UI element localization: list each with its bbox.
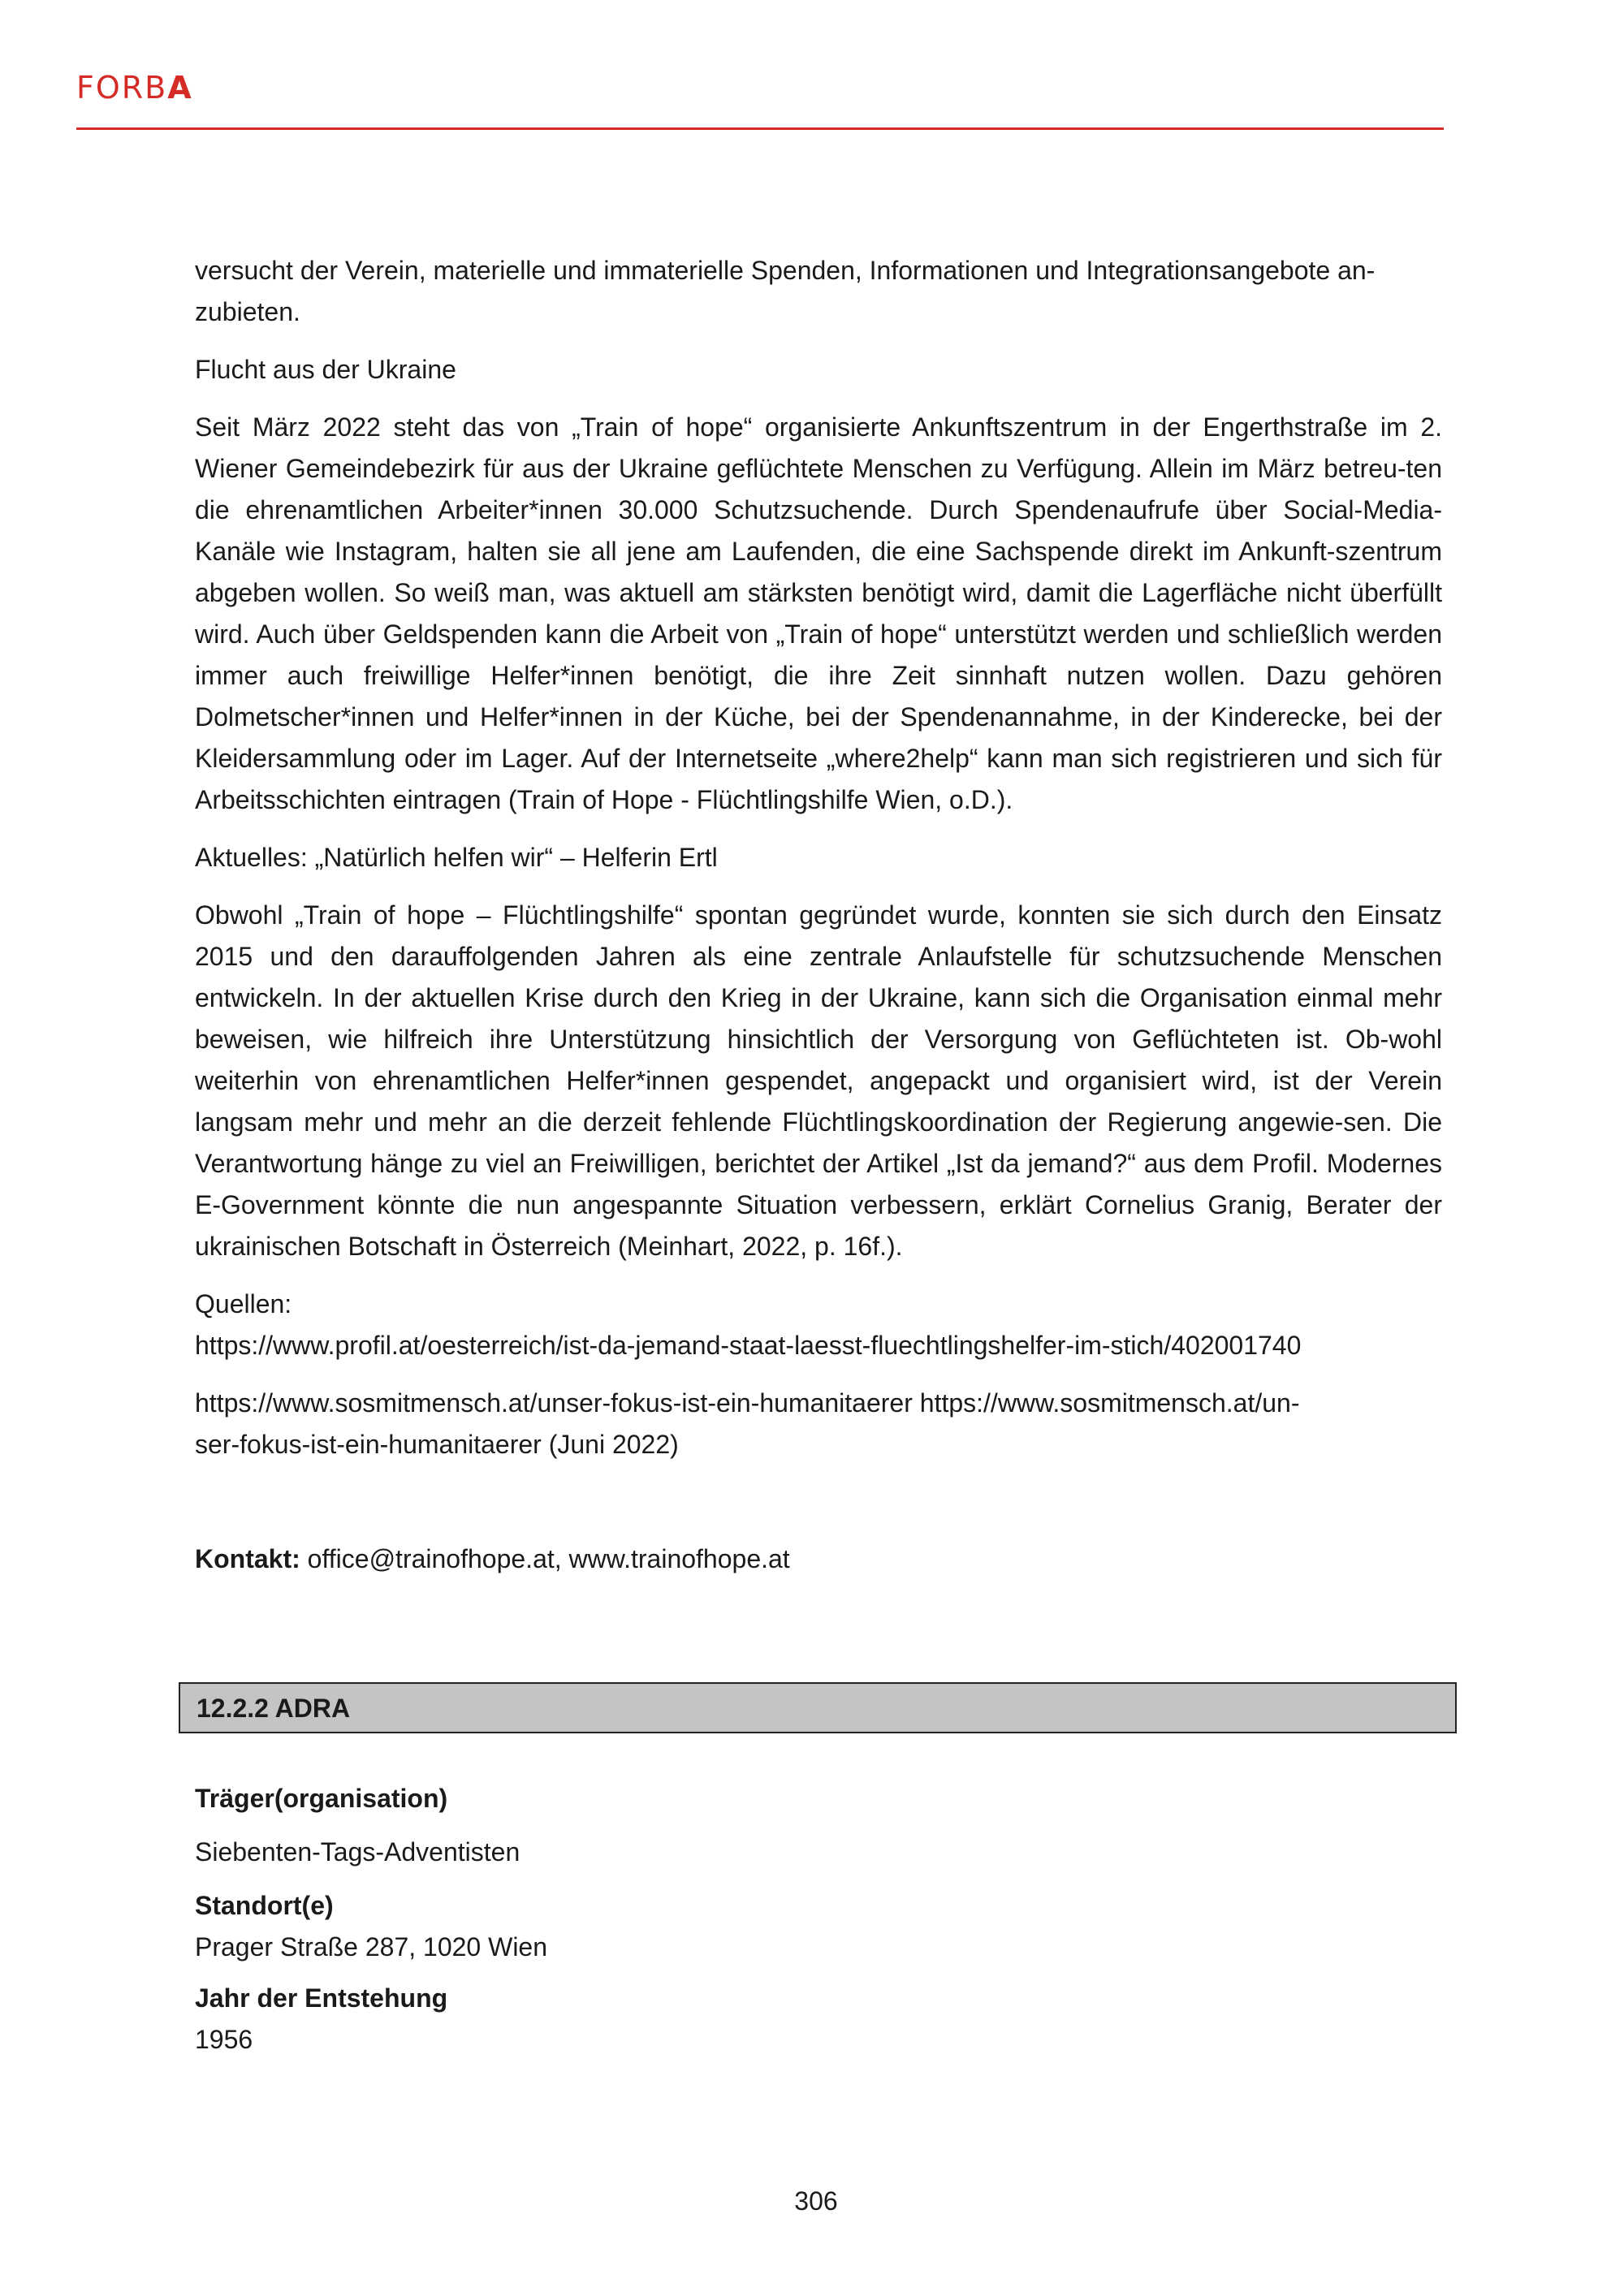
section-heading-box	[179, 1682, 1457, 1733]
paragraph-ukraine: Seit März 2022 steht das von „Train of hope“ organisierte Ankunftszentrum in der Engerthstraße im 2. Wiener Gemeindebezirk für aus der Ukraine geflüchtete Menschen zu Verfügung. Allein im März betreu-ten die ehrenamtlichen Arbeiter*innen 30.000 Schutzsuchende. Durch Spendenaufrufe über Social-Media-Kanäle wie Instagram, halten sie all jene am Laufenden, die eine Sachspende direkt im Ankunft-szentrum abgeben wollen. So weiß man, was aktuell am stärksten benötigt wird, damit die Lagerfläche nicht überfüllt wird. Auch über Geldspenden kann die Arbeit von „Train of hope“ unterstützt werden und schließlich werden immer auch freiwillige Helfer*innen benötigt, die ihre Zeit sinnhaft nutzen wollen. Dazu gehören Dolmetscher*innen und Helfer*innen in der Küche, bei der Spendenannahme, in der Kinderecke, bei der Kleidersammlung oder im Lager. Auf der Internetseite „where2help“ kann man sich registrieren und sich für Arbeitsschichten eintragen (Train of Hope - Flüchtlingshilfe Wien, o.D.).	[195, 412, 1442, 814]
jahr-label: Jahr der Entstehung	[195, 1983, 448, 2013]
contact-line	[195, 1539, 1442, 1580]
main-text	[195, 250, 1442, 1482]
intro-paragraph-line-2: zubieten.	[195, 297, 300, 326]
sources-label: Quellen:	[195, 1289, 292, 1318]
traeger-value: Siebenten-Tags-Adventisten	[195, 1837, 520, 1867]
source-link-sosmitmensch-cont: ser-fokus-ist-ein-humanitaerer (Juni 2022)	[195, 1430, 679, 1459]
source-link-profil[interactable]: https://www.profil.at/oesterreich/ist-da-jemand-staat-laesst-fluechtlingshelfer-im-stich/402001740	[195, 1331, 1302, 1360]
header-divider	[76, 127, 1444, 130]
logo-text-bold: A	[167, 70, 193, 106]
subheading-ukraine: Flucht aus der Ukraine	[195, 355, 456, 384]
page-number: 306	[794, 2186, 838, 2216]
standort-value: Prager Straße 287, 1020 Wien	[195, 1932, 548, 1962]
traeger-label: Träger(organisation)	[195, 1784, 448, 1813]
intro-paragraph-line-1: versucht der Verein, materielle und immaterielle Spenden, Informationen und Integrationsangebote an-	[195, 256, 1376, 285]
section-title: 12.2.2 ADRA	[197, 1694, 351, 1723]
source-link-sosmitmensch[interactable]: https://www.sosmitmensch.at/unser-fokus-ist-ein-humanitaerer https://www.sosmitmensch.at/un-	[195, 1388, 1300, 1418]
paragraph-aktuelles: Obwohl „Train of hope – Flüchtlingshilfe“ spontan gegründet wurde, konnten sie sich durch den Einsatz 2015 und den darauffolgenden Jahren als eine zentrale Anlaufstelle für schutzsuchende Menschen entwickeln. In der aktuellen Krise durch den Krieg in der Ukraine, kann sich die Organisation einmal mehr beweisen, wie hilfreich ihre Unterstützung hinsichtlich der Versorgung von Geflüchteten ist. Ob-wohl weiterhin von ehrenamtlichen Helfer*innen gespendet, angepackt und organisiert wird, ist der Verein langsam mehr und mehr an die derzeit fehlende Flüchtlingskoordination der Regierung angewie-sen. Die Verantwortung hänge zu viel an Freiwilligen, berichtet der Artikel „Ist da jemand?“ aus dem Profil. Modernes E-Government könnte die nun angespannte Situation verbessern, erklärt Cornelius Granig, Berater der ukrainischen Botschaft in Österreich (Meinhart, 2022, p. 16f.).	[195, 900, 1442, 1261]
standort-label: Standort(e)	[195, 1891, 334, 1920]
subheading-aktuelles: Aktuelles: „Natürlich helfen wir“ – Helferin Ertl	[195, 843, 718, 872]
forba-logo	[76, 70, 193, 106]
contact-label: Kontakt:	[195, 1544, 300, 1573]
contact-value[interactable]: office@trainofhope.at, www.trainofhope.at	[300, 1544, 790, 1573]
logo-text-regular: FORB	[76, 70, 168, 106]
jahr-value: 1956	[195, 2025, 253, 2054]
